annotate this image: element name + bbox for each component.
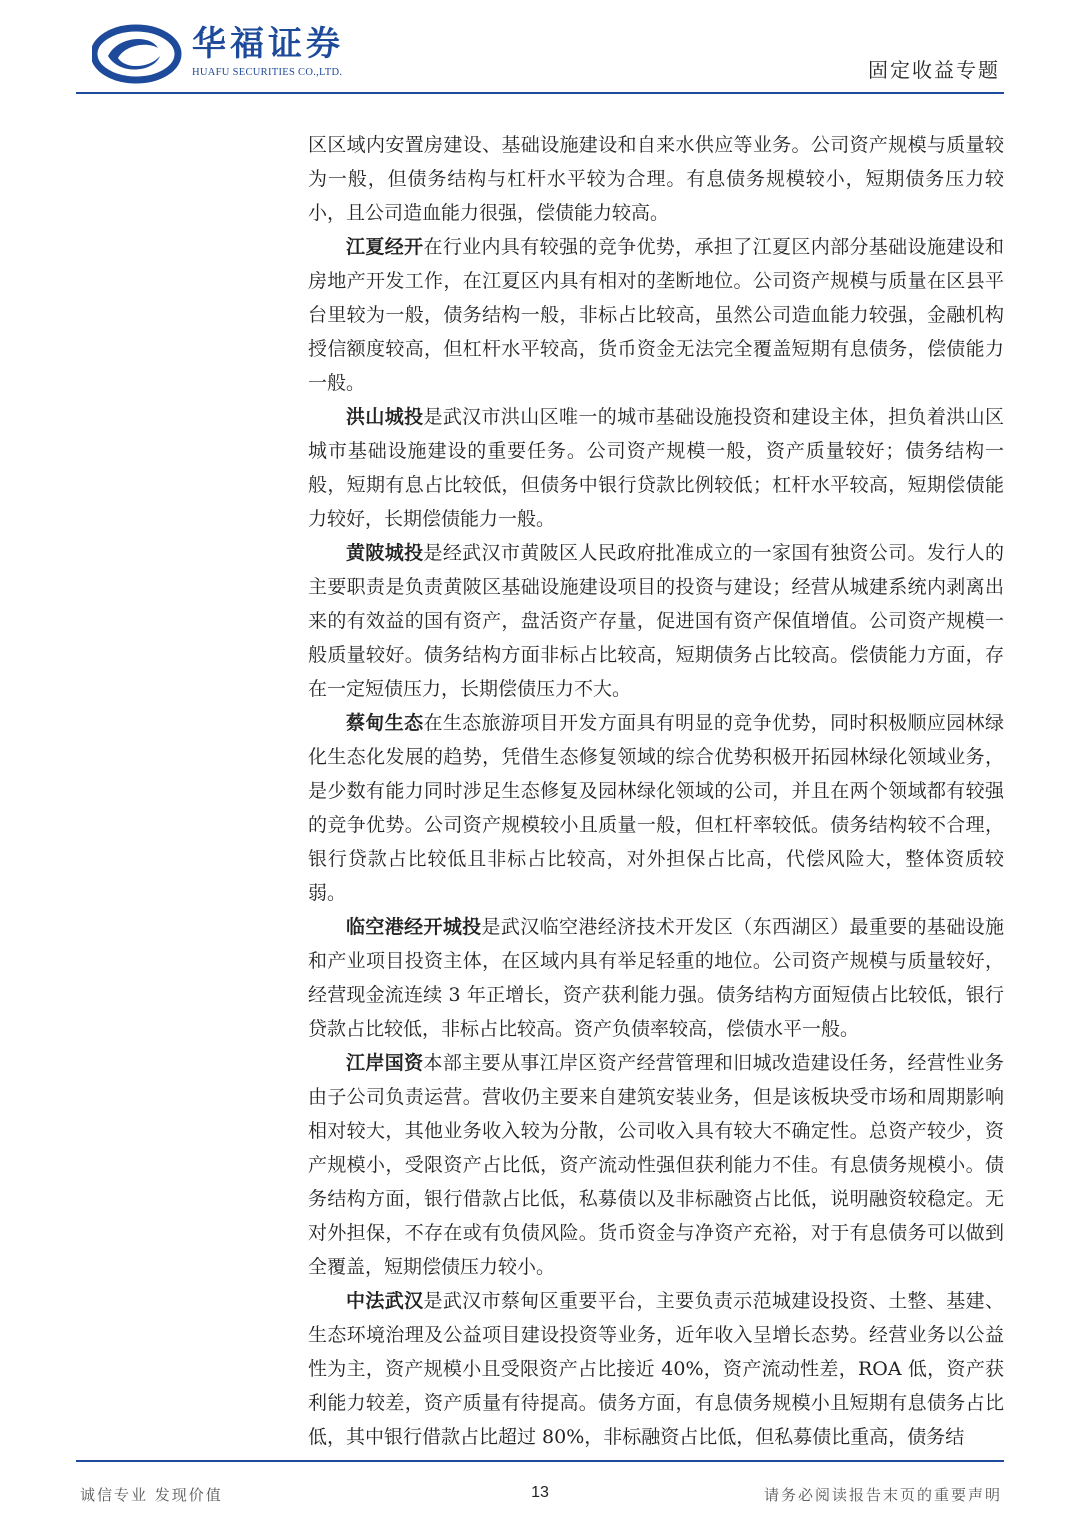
paragraph-lead: 中法武汉 <box>346 1290 424 1312</box>
paragraph-text: 区区域内安置房建设、基础设施建设和自来水供应等业务。公司资产规模与质量较为一般，但债务结构与杠杆水平较为合理。有息债务规模较小，短期债务压力较小，且公司造血能力很强，偿债能力较高。 <box>308 134 1004 224</box>
paragraph-lead: 江岸国资 <box>346 1052 424 1074</box>
paragraph-text: 是武汉市蔡甸区重要平台，主要负责示范城建设投资、土整、基建、生态环境治理及公益项目建设投资等业务，近年收入呈增长态势。经营业务以公益性为主，资产规模小且受限资产占比接近 40%，资产流动性差，ROA 低，资产获利能力较差，资产质量有待提高。债务方面，有息债务规模小且短期有息债务占比低，其中银行借款占比超过 80%，非标融资占比低，但私募债比重高，债务结 <box>308 1290 1004 1448</box>
company-name-en: HUAFU SECURITIES CO.,LTD. <box>192 67 343 78</box>
report-body <box>308 128 1004 1454</box>
section-title: 固定收益专题 <box>868 58 1000 82</box>
paragraph-lead: 蔡甸生态 <box>346 712 424 734</box>
footer-divider <box>76 1460 1004 1462</box>
paragraph <box>308 910 1004 1046</box>
paragraph-text: 在生态旅游项目开发方面具有明显的竞争优势，同时积极顺应园林绿化生态化发展的趋势，凭借生态修复领域的综合优势积极开拓园林绿化领域业务，是少数有能力同时涉足生态修复及园林绿化领域的公司，并且在两个领域都有较强的竞争优势。公司资产规模较小且质量一般，但杠杆率较低。债务结构较不合理，银行贷款占比较低且非标占比较高，对外担保占比高，代偿风险大，整体资质较弱。 <box>308 712 1004 904</box>
paragraph <box>308 536 1004 706</box>
paragraph-lead: 临空港经开城投 <box>346 916 482 938</box>
page-number: 13 <box>531 1484 549 1501</box>
paragraph <box>308 400 1004 536</box>
footer-disclaimer: 请务必阅读报告末页的重要声明 <box>763 1486 1002 1504</box>
paragraph-text: 在行业内具有较强的竞争优势，承担了江夏区内部分基础设施建设和房地产开发工作，在江夏区内具有相对的垄断地位。公司资产规模与质量在区县平台里较为一般，债务结构一般，非标占比较高，虽然公司造血能力较强，金融机构授信额度较高，但杠杆水平较高，货币资金无法完全覆盖短期有息债务，偿债能力一般。 <box>308 236 1004 394</box>
paragraph-lead: 黄陂城投 <box>346 542 424 564</box>
paragraph-text: 是武汉临空港经济技术开发区（东西湖区）最重要的基础设施和产业项目投资主体，在区域内具有举足轻重的地位。公司资产规模与质量较好，经营现金流连续 3 年正增长，资产获利能力强。债务结构方面短债占比较低，银行贷款占比较低，非标占比较高。资产负债率较高，偿债水平一般。 <box>308 916 1004 1040</box>
paragraph-text: 是武汉市洪山区唯一的城市基础设施投资和建设主体，担负着洪山区城市基础设施建设的重要任务。公司资产规模一般，资产质量较好；债务结构一般，短期有息占比较低，但债务中银行贷款比例较低；杠杆水平较高，短期偿债能力较好，长期偿债能力一般。 <box>308 406 1004 530</box>
paragraph-text: 本部主要从事江岸区资产经营管理和旧城改造建设任务，经营性业务由子公司负责运营。营收仍主要来自建筑安装业务，但是该板块受市场和周期影响相对较大，其他业务收入较为分散，公司收入具有较大不确定性。总资产较少，资产规模小，受限资产占比低，资产流动性强但获利能力不佳。有息债务规模小。债务结构方面，银行借款占比低，私募债以及非标融资占比低，说明融资较稳定。无对外担保，不存在或有负债风险。货币资金与净资产充裕，对于有息债务可以做到全覆盖，短期偿债压力较小。 <box>308 1052 1004 1278</box>
paragraph <box>308 706 1004 910</box>
page-header <box>0 0 1080 96</box>
huafu-logo-icon <box>92 24 182 84</box>
header-divider <box>76 92 1004 94</box>
paragraph <box>308 1046 1004 1284</box>
paragraph <box>308 128 1004 230</box>
footer-slogan: 诚信专业 发现价值 <box>80 1486 223 1504</box>
paragraph-lead: 江夏经开 <box>346 236 424 258</box>
paragraph <box>308 230 1004 400</box>
paragraph-text: 是经武汉市黄陂区人民政府批准成立的一家国有独资公司。发行人的主要职责是负责黄陂区基础设施建设项目的投资与建设；经营从城建系统内剥离出来的有效益的国有资产，盘活资产存量，促进国有资产保值增值。公司资产规模一般质量较好。债务结构方面非标占比较高，短期债务占比较高。偿债能力方面，存在一定短债压力，长期偿债压力不大。 <box>308 542 1004 700</box>
paragraph-lead: 洪山城投 <box>346 406 424 428</box>
paragraph <box>308 1284 1004 1454</box>
company-name-cn: 华福证券 <box>192 24 344 64</box>
